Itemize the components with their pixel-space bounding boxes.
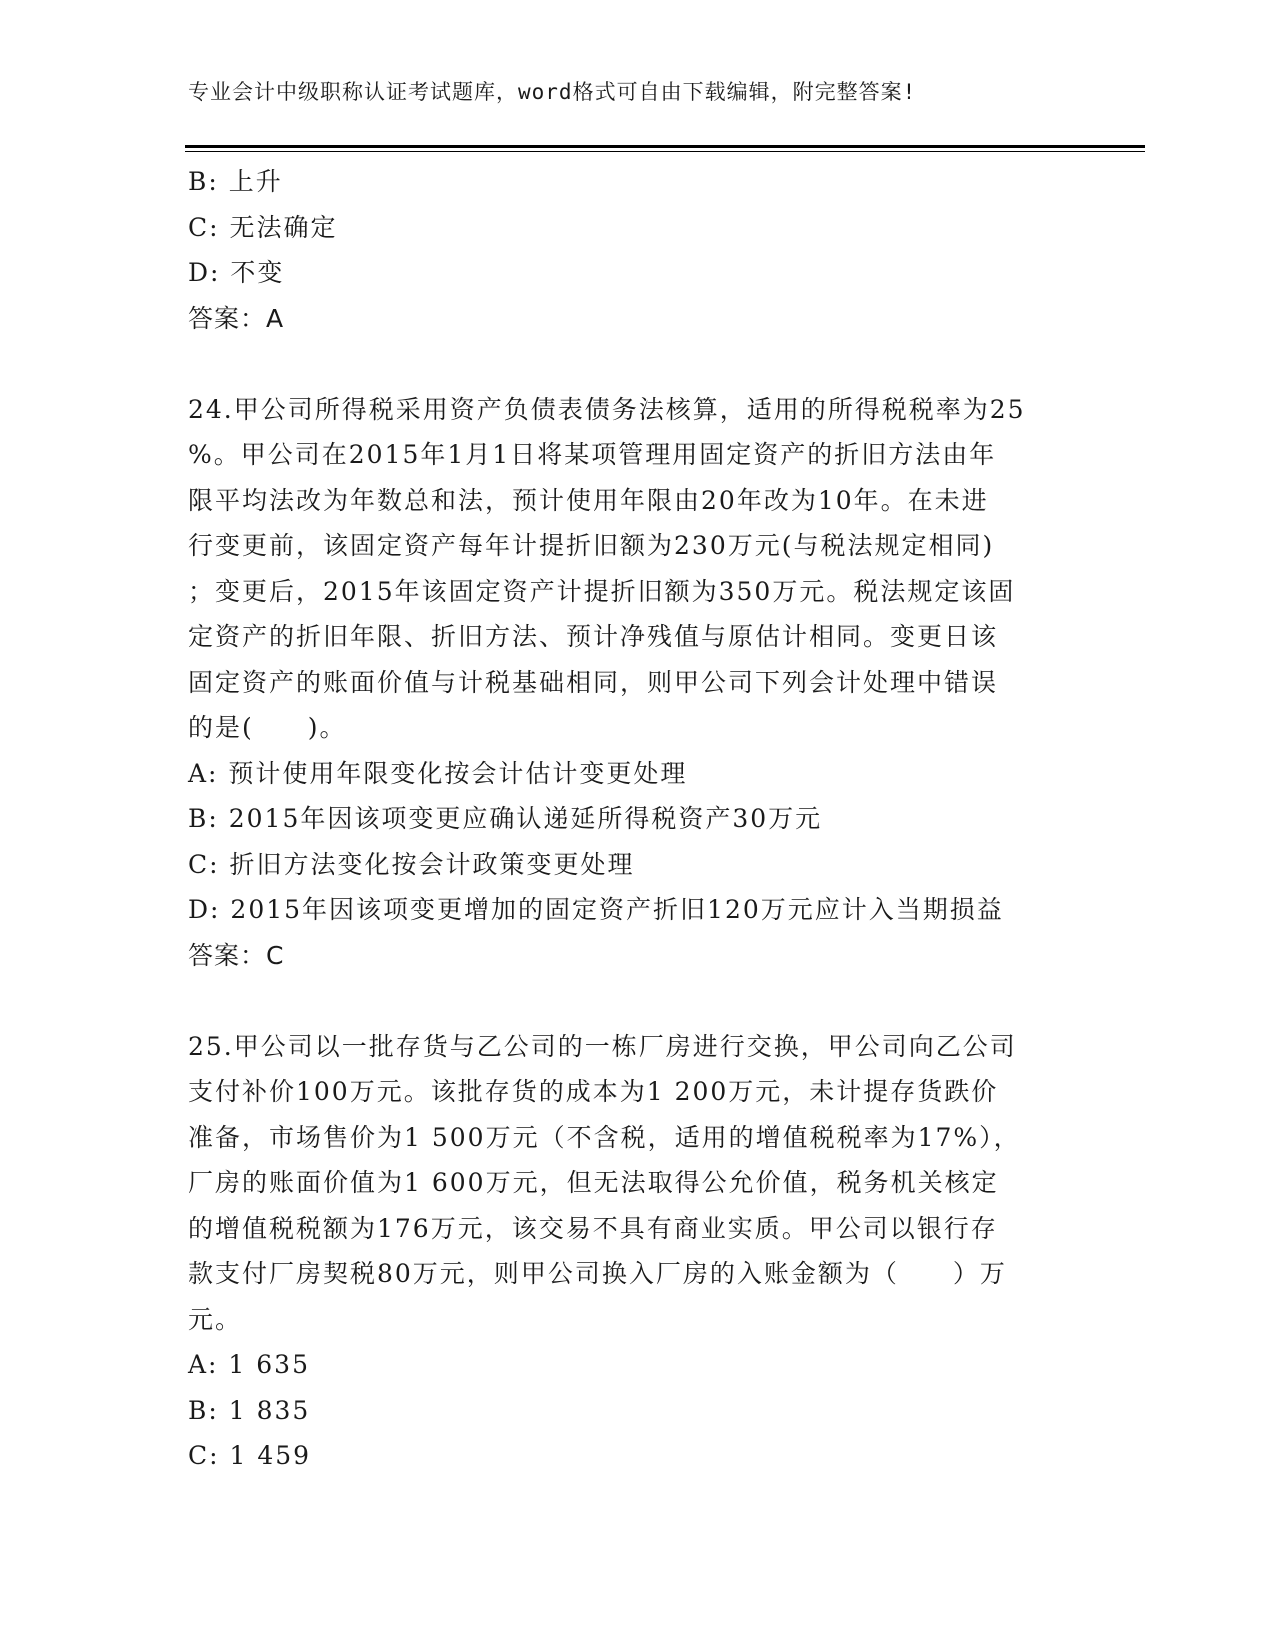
header-rule-thick [185,145,1145,148]
option-b: B: 上升 [188,167,283,196]
question-stem-line: 的增值税税额为176万元，该交易不具有商业实质。甲公司以银行存 [188,1213,998,1243]
question-stem-line: %。甲公司在2015年1月1日将某项管理用固定资产的折旧方法由年 [188,440,997,469]
question-stem-line: 支付补价100万元。该批存货的成本为1 200万元，未计提存货跌价 [188,1077,999,1106]
question-25 [188,1024,1088,1479]
option-a: A: 1 635 [188,1350,310,1379]
question-stem-line: 款支付厂房契税80万元，则甲公司换入厂房的入账金额为（ ）万 [188,1259,1007,1288]
question-stem-line: 厂房的账面价值为1 600万元，但无法取得公允价值，税务机关核定 [188,1168,999,1197]
option-c: C: 无法确定 [188,212,338,242]
question-stem-line: 固定资产的账面价值与计税基础相同，则甲公司下列会计处理中错误 [188,667,999,697]
option-a: A: 预计使用年限变化按会计估计变更处理 [188,758,688,788]
question-stem-line: 定资产的折旧年限、折旧方法、预计净残值与原估计相同。变更日该 [188,622,999,651]
option-b: B: 1 835 [188,1395,311,1425]
option-d: D: 不变 [188,258,285,287]
question-stem-line: 25.甲公司以一批存货与乙公司的一栋厂房进行交换，甲公司向乙公司 [188,1031,1017,1061]
document-body [188,159,1088,1479]
option-c: C: 1 459 [188,1441,312,1470]
question-stem-line: 元。 [188,1304,243,1334]
question-stem-line: 行变更前，该固定资产每年计提折旧额为230万元(与税法规定相同) [188,531,995,560]
option-b: B: 2015年因该项变更应确认递延所得税资产30万元 [188,804,823,833]
question-stem-line: 限平均法改为年数总和法，预计使用年限由20年改为10年。在未进 [188,485,989,515]
spacer [188,978,1088,1024]
question-stem-line: 的是( )。 [188,713,347,742]
option-c: C: 折旧方法变化按会计政策变更处理 [188,849,635,879]
prev-question [188,159,1088,341]
question-stem-line: 准备，市场售价为1 500万元（不含税，适用的增值税税率为17%）， [188,1122,1021,1152]
spacer [188,341,1088,387]
page-header: 专业会计中级职称认证考试题库，word格式可自由下载编辑，附完整答案! [188,80,917,104]
header-rule-thin [185,151,1145,152]
option-d: D: 2015年因该项变更增加的固定资产折旧120万元应计入当期损益 [188,895,1004,924]
answer: 答案：C [188,940,285,970]
question-stem-line: ；变更后，2015年该固定资产计提折旧额为350万元。税法规定该固 [188,576,1016,606]
answer: 答案：A [188,303,285,333]
question-24 [188,387,1088,979]
question-stem-line: 24.甲公司所得税采用资产负债表债务法核算，适用的所得税税率为25 [188,394,1026,424]
